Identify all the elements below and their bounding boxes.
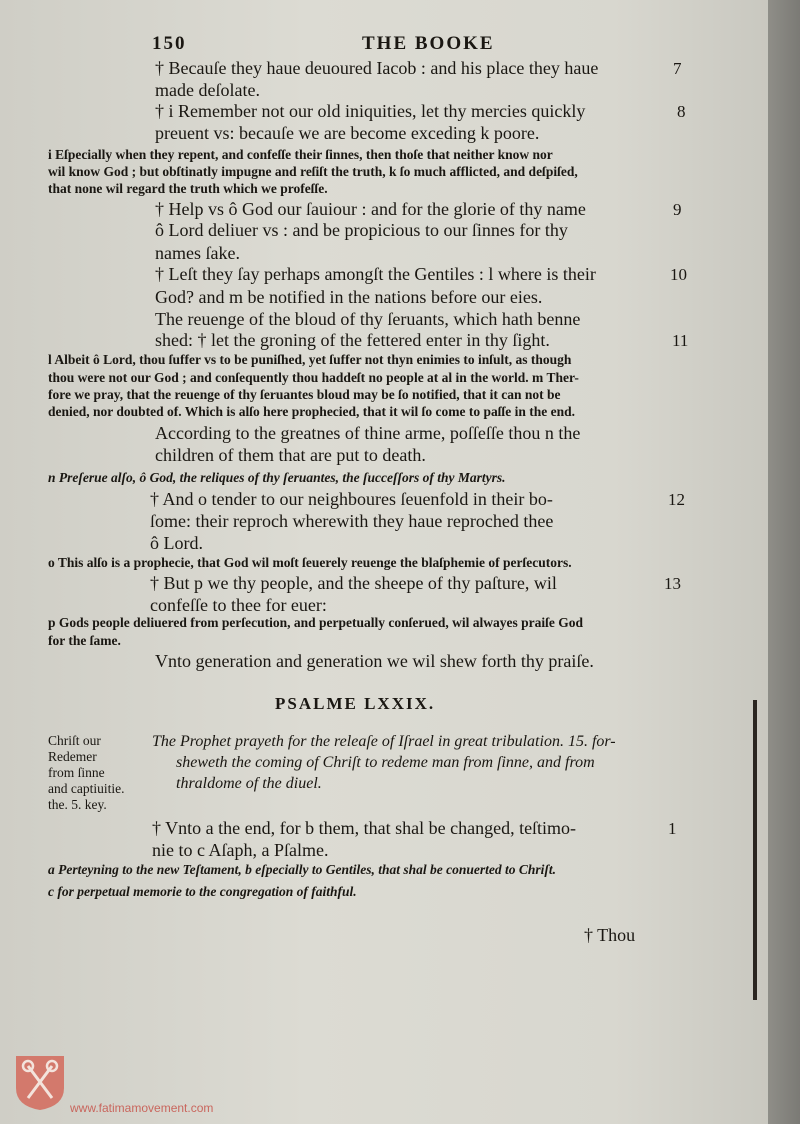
psalm-title: PSALME LXXIX. — [275, 694, 436, 713]
text-line: names ſake. — [155, 243, 240, 263]
text-line: † i Remember not our old iniquities, let thy mercies quickly — [155, 101, 586, 121]
margin-note-line: Redemer — [48, 749, 97, 764]
argument-line: The Prophet prayeth for the releaſe of Iſrael in great tribulation. 15. for- — [152, 733, 616, 750]
annotation-line: that none wil regard the truth which we profeſſe. — [48, 181, 328, 196]
verse-number: 9 — [673, 200, 682, 219]
footnote-line: c for perpetual memorie to the congregation of faithful. — [48, 884, 357, 899]
annotation-line: wil know God ; but obſtinatly impugne and reſiſt the truth, k ſo much afflicted, and deſpiſed, — [48, 164, 578, 179]
text-line: confeſſe to thee for euer: — [150, 595, 327, 615]
text-line: ô Lord. — [150, 533, 203, 553]
annotation-line: for the ſame. — [48, 633, 121, 648]
annotation-line: i Eſpecially when they repent, and confeſſe their ſinnes, then thoſe that neither know nor — [48, 147, 553, 162]
watermark-url: www.fatimamovement.com — [70, 1101, 214, 1115]
margin-rule — [753, 700, 757, 1000]
annotation-line: denied, nor doubted of. Which is alſo here prophecied, that it wil ſo come to paſſe in the end. — [48, 404, 576, 419]
verse-line: nie to c Aſaph, a Pſalme. — [152, 840, 329, 860]
argument-line: thraldome of the diuel. — [176, 775, 322, 792]
text-line: † But p we thy people, and the sheepe of thy paſture, wil — [150, 573, 557, 593]
verse-number: 7 — [673, 59, 682, 78]
margin-note-line: the. 5. key. — [48, 797, 107, 812]
verse-number: 11 — [672, 331, 689, 350]
verse-number: 13 — [664, 574, 681, 593]
catchword: † Thou — [584, 925, 636, 945]
margin-note-line: Chriſt our — [48, 733, 101, 748]
annotation-line: l Albeit ô Lord, thou ſuffer vs to be puniſhed, yet ſuffer not thyn enimies to inſult, as though — [48, 352, 572, 367]
page-number: 150 — [152, 33, 187, 54]
text-line: preuent vs: becauſe we are become exceding k poore. — [155, 123, 540, 143]
annotation-line: p Gods people deliuered from perſecution, and perpetually conſerued, wil alwayes praiſe God — [48, 615, 584, 630]
margin-note-line: and captiuitie. — [48, 781, 125, 796]
annotation-line: o This alſo is a prophecie, that God wil moſt ſeuerely reuenge the blaſphemie of perſecutors. — [48, 555, 572, 570]
argument-line: sheweth the coming of Chriſt to redeme man from ſinne, and from — [176, 754, 595, 771]
page-edge — [768, 0, 800, 1124]
text-line: † Leſt they ſay perhaps amongſt the Gentiles : l where is their — [155, 264, 596, 284]
text-line: ô Lord deliuer vs : and be propicious to our ſinnes for thy — [155, 220, 568, 240]
text-line: † And o tender to our neighboures ſeuenfold in their bo- — [150, 489, 553, 509]
text-line: made deſolate. — [155, 80, 260, 100]
verse-number: 10 — [670, 265, 687, 284]
text-line: The reuenge of the bloud of thy ſeruants, which hath benne — [155, 309, 581, 329]
margin-note-line: from ſinne — [48, 765, 105, 780]
verse-number: 1 — [668, 819, 677, 838]
text-line: God? and m be notified in the nations before our eies. — [155, 287, 543, 307]
verse-line: † Vnto a the end, for b them, that shal be changed, teſtimo- — [152, 818, 577, 838]
verse-number: 12 — [668, 490, 685, 509]
margin-note — [48, 733, 124, 813]
papal-keys-logo-icon — [12, 1052, 68, 1112]
text-line: shed: † let the groning of the fettered enter in thy ſight. — [155, 330, 550, 350]
text-line: † Becauſe they haue deuoured Iacob : and his place they haue — [155, 58, 599, 78]
text-line: children of them that are put to death. — [155, 445, 426, 465]
annotation-line: n Preſerue alſo, ô God, the reliques of thy ſeruantes, the ſucceſſors of thy Martyrs. — [48, 470, 506, 485]
text-line: According to the greatnes of thine arme, poſſeſſe thou n the — [155, 423, 581, 443]
text-line: Vnto generation and generation we wil shew forth thy praiſe. — [155, 651, 594, 671]
text-line: ſome: their reproch wherewith they haue reproched thee — [150, 511, 554, 531]
footnote-line: a Perteyning to the new Teſtament, b eſpecially to Gentiles, that shal be conuerted to Chriſt. — [48, 862, 556, 877]
running-title: THE BOOKE — [362, 33, 495, 54]
verse-number: 8 — [677, 102, 686, 121]
annotation-line: thou were not our God ; and conſequently thou haddeſt no people at al in the world. m Ther- — [48, 370, 579, 385]
annotation-line: fore we pray, that the reuenge of thy ſeruantes bloud may be ſo notified, that it can not be — [48, 387, 561, 402]
text-line: † Help vs ô God our ſauiour : and for the glorie of thy name — [155, 199, 586, 219]
